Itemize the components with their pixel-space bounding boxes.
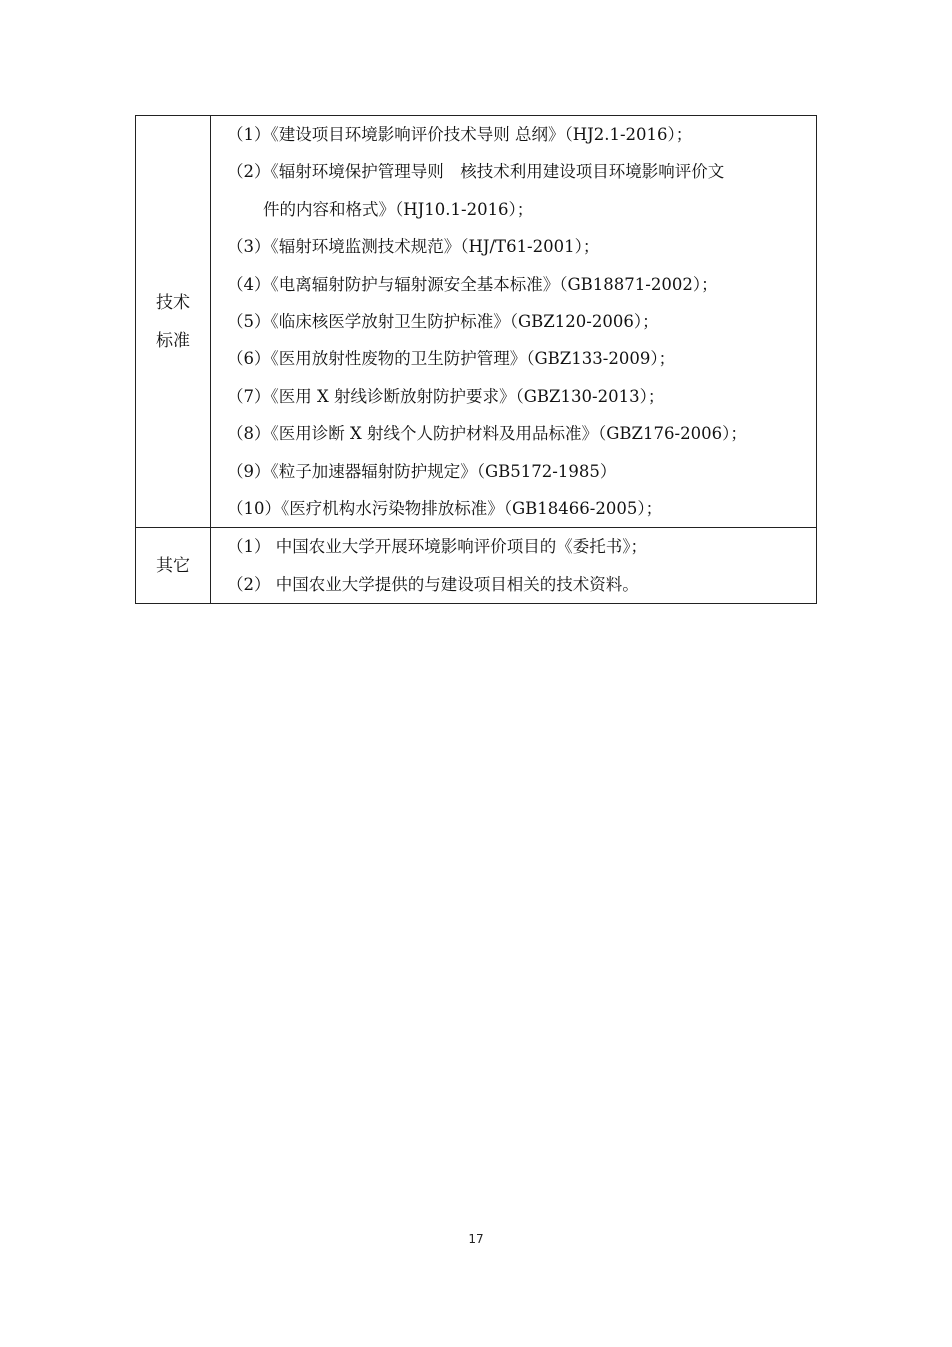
list-item: （2）《辐射环境保护管理导则 核技术利用建设项目环境影响评价文 bbox=[227, 162, 725, 182]
table-row-technical-standards bbox=[136, 116, 817, 528]
list-item: （3）《辐射环境监测技术规范》（HJ/T61-2001）； bbox=[227, 237, 600, 257]
list-item: （9）《粒子加速器辐射防护规定》（GB5172-1985） bbox=[227, 461, 617, 481]
list-item: （1）《建设项目环境影响评价技术导则 总纲》（HJ2.1-2016）； bbox=[227, 125, 693, 144]
list-item: （4）《电离辐射防护与辐射源安全基本标准》（GB18871-2002）； bbox=[227, 274, 718, 294]
list-item: （10）《医疗机构水污染物排放标准》（GB18466-2005）； bbox=[227, 499, 663, 519]
category-cell bbox=[136, 116, 211, 528]
list-item: （8）《医用诊断 X 射线个人防护材料及用品标准》（GBZ176-2006）； bbox=[227, 424, 747, 444]
items-cell bbox=[211, 528, 817, 604]
table-row-other bbox=[136, 528, 817, 604]
category-label: 技术标准 bbox=[155, 292, 190, 351]
category-label: 其它 bbox=[155, 555, 190, 576]
list-item: （2） 中国农业大学提供的与建设项目相关的技术资料。 bbox=[227, 574, 639, 594]
list-item: （7）《医用 X 射线诊断放射防护要求》（GBZ130-2013）； bbox=[227, 386, 665, 406]
list-item: （1） 中国农业大学开展环境影响评价项目的《委托书》； bbox=[227, 537, 647, 557]
standards-table bbox=[135, 115, 817, 604]
list-item: （5）《临床核医学放射卫生防护标准》（GBZ120-2006）； bbox=[227, 312, 659, 332]
page-number: 17 bbox=[468, 1232, 484, 1246]
list-item-continuation: 件的内容和格式》（HJ10.1-2016）； bbox=[263, 199, 534, 219]
list-item: （6）《医用放射性废物的卫生防护管理》（GBZ133-2009）； bbox=[227, 349, 676, 369]
items-cell bbox=[211, 116, 817, 528]
category-cell bbox=[136, 528, 211, 604]
